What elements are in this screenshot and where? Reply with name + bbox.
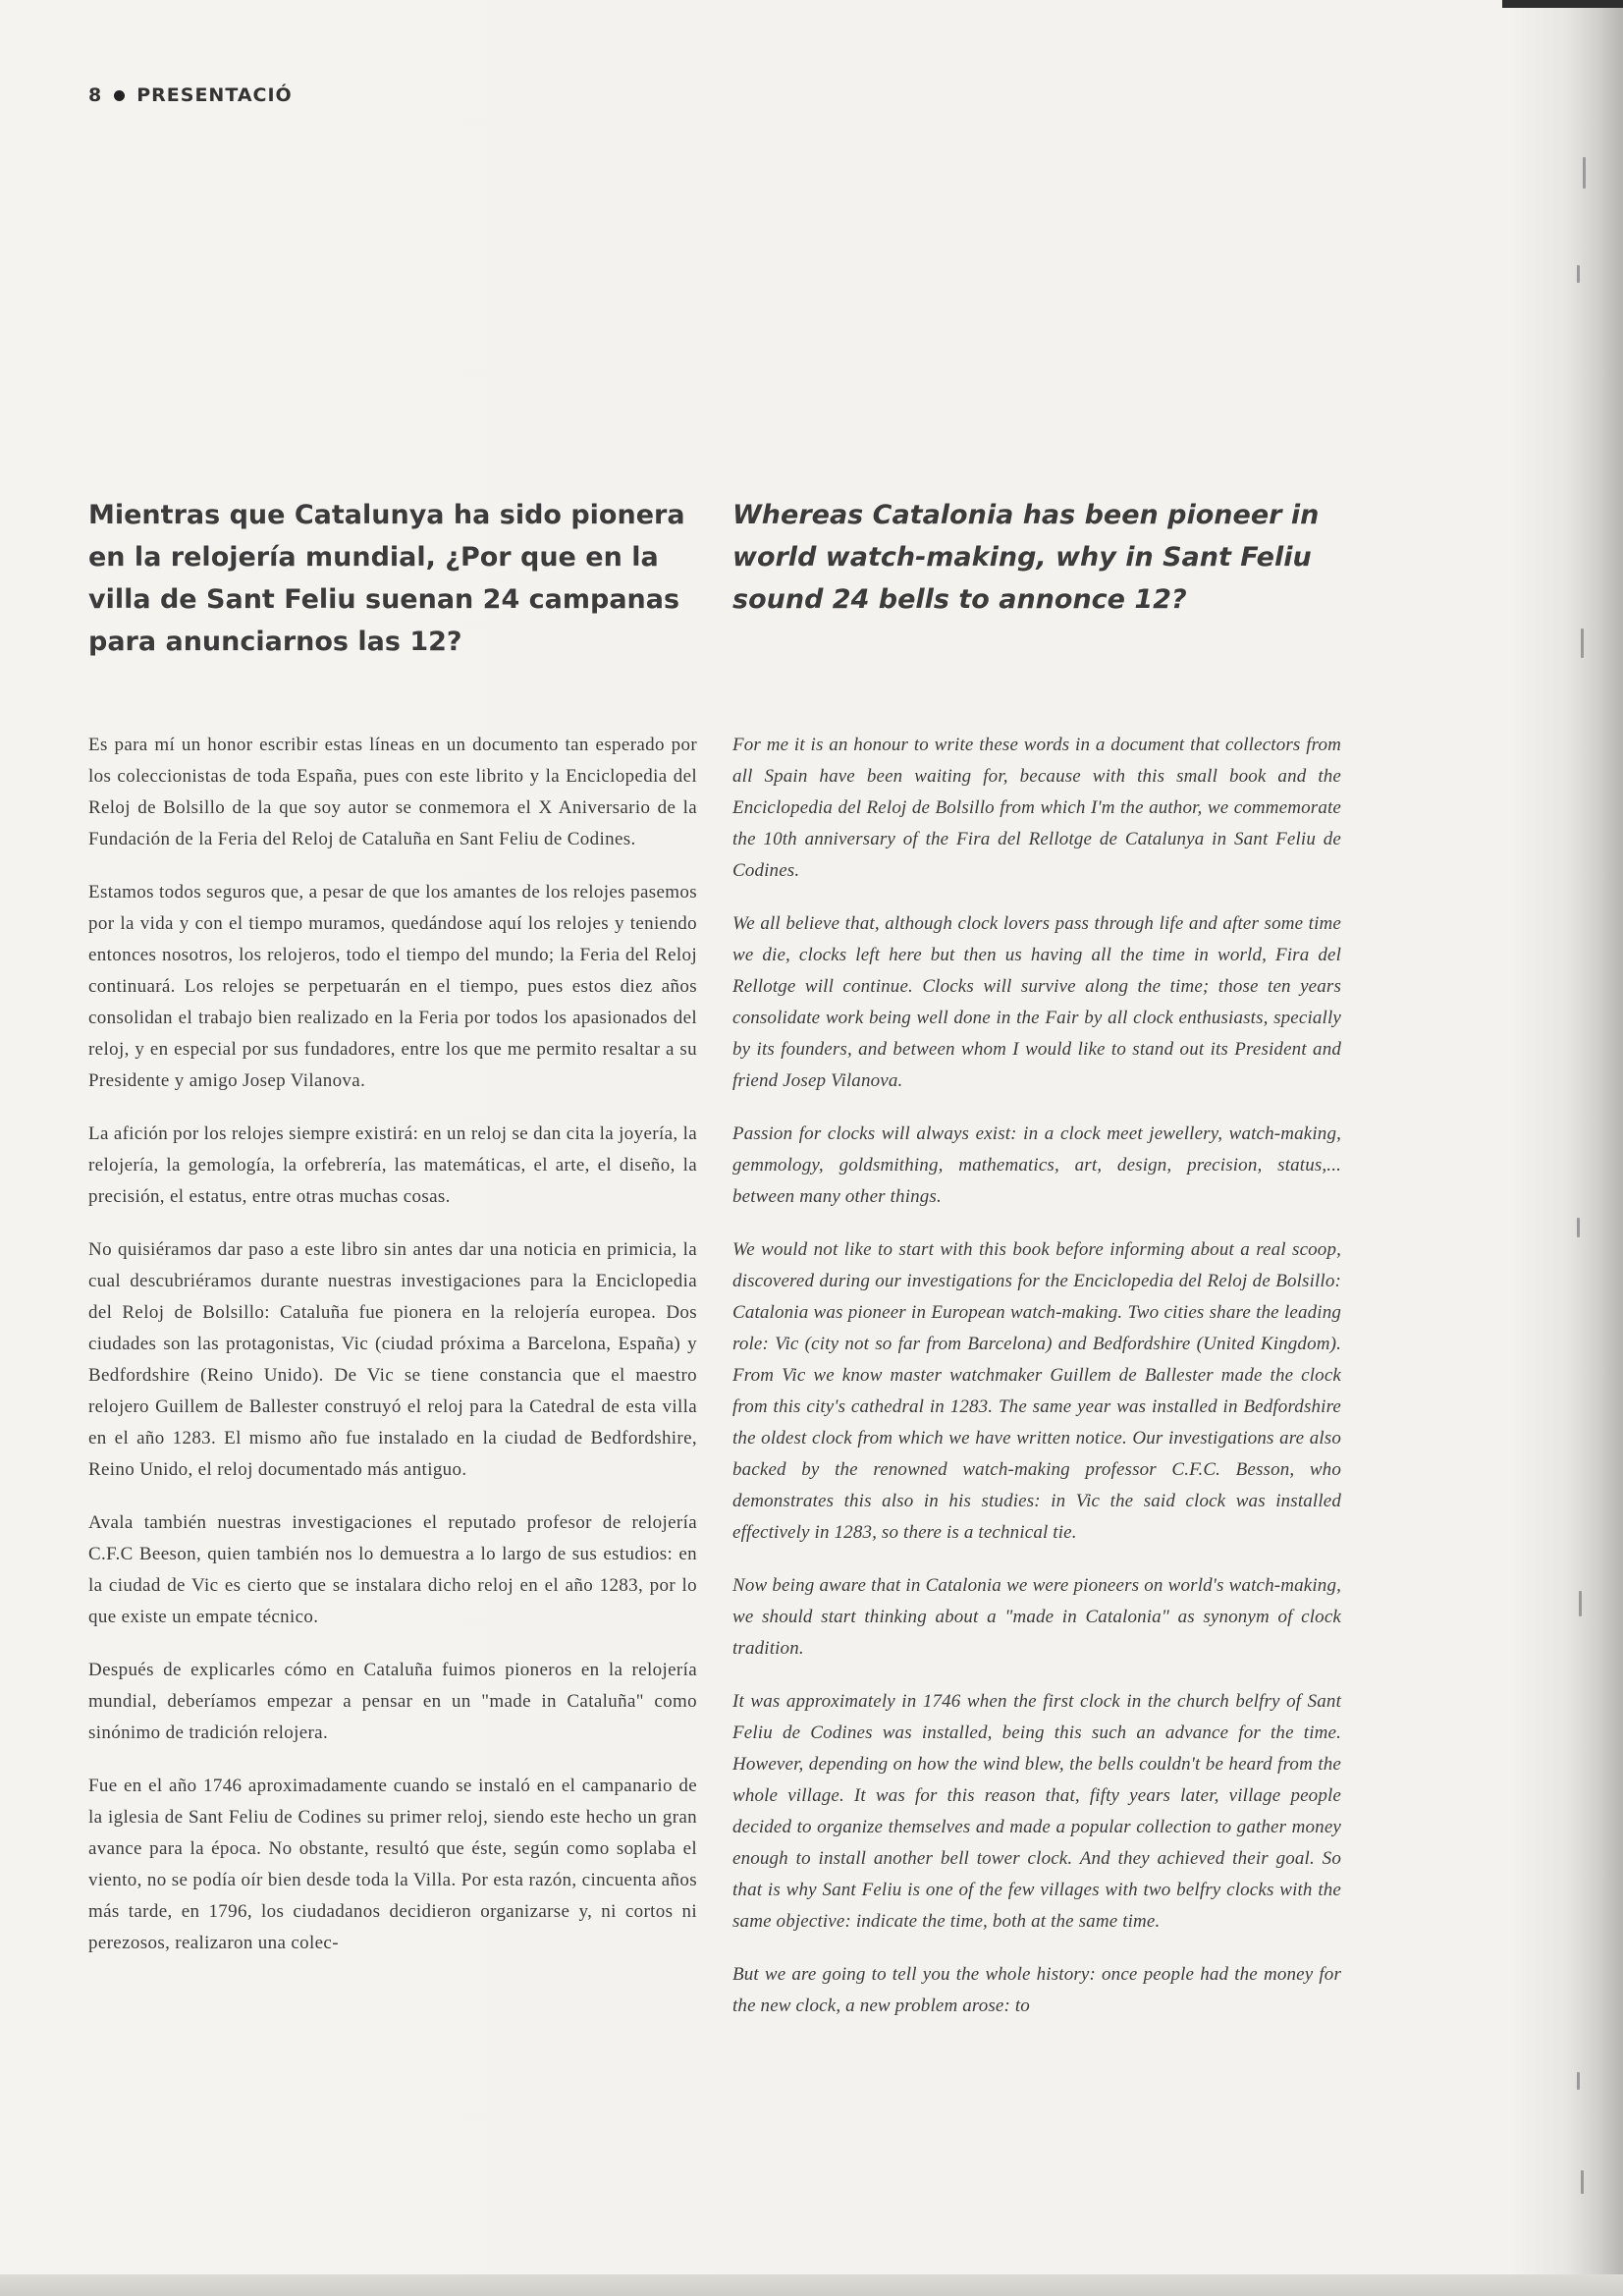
page-top-edge	[1502, 0, 1623, 8]
english-paragraph: Now being aware that in Catalonia we were pioneers on world's watch-making, we should start thinking about a "made in Catalonia" as synonym of clock tradition.	[732, 1575, 1341, 1659]
page-bottom-edge	[0, 2274, 1623, 2296]
margin-mark	[1583, 157, 1586, 189]
spine-shadow	[1564, 0, 1623, 2296]
spanish-paragraph: Fue en el año 1746 aproximadamente cuando se instaló en el campanario de la iglesia de Sant Feliu de Codines su primer reloj, siendo este hecho un gran avance para la época. No obstante, resultó que éste, según como soplaba el viento, no se podía oír bien desde toda la Villa. Por esta razón, cincuenta años más tarde, en 1796, los ciudadanos decidieron organizarse y, ni cortos ni perezosos, realizaron una colec-	[88, 1776, 697, 1953]
spanish-body	[88, 730, 697, 1981]
margin-mark	[1579, 1591, 1582, 1616]
margin-mark	[1577, 265, 1580, 283]
spanish-paragraph: Es para mí un honor escribir estas líneas en un documento tan esperado por los coleccionistas de toda España, pues con este librito y la Enciclopedia del Reloj de Bolsillo de la que soy autor se conmemora el X Aniversario de la Fundación de la Feria del Reloj de Cataluña en Sant Feliu de Codines.	[88, 735, 697, 849]
spanish-paragraph: No quisiéramos dar paso a este libro sin antes dar una noticia en primicia, la cual descubriéramos durante nuestras investigaciones para la Enciclopedia del Reloj de Bolsillo: Cataluña fue pionera en la relojería europea. Dos ciudades son las protagonistas, Vic (ciudad próxima a Barcelona, España) y Bedfordshire (Reino Unido). De Vic se tiene constancia que el maestro relojero Guillem de Ballester construyó el reloj para la Catedral de esta villa en el año 1283. El mismo año fue instalado en la ciudad de Bedfordshire, Reino Unido, el reloj documentado más antiguo.	[88, 1239, 697, 1480]
english-paragraph: We all believe that, although clock lovers pass through life and after some time we die, clocks left here but then us having all the time in world, Fira del Rellotge will continue. Clocks will survive along the time; those ten years consolidate work being well done in the Fair by all clock enthusiasts, specially by its founders, and between whom I would like to stand out its President and friend Josep Vilanova.	[732, 913, 1341, 1091]
english-heading-block	[732, 494, 1341, 621]
margin-mark	[1577, 1218, 1580, 1237]
spanish-heading-block	[88, 494, 697, 663]
spanish-paragraph: Avala también nuestras investigaciones el reputado profesor de relojería C.F.C Beeson, quien también nos lo demuestra a lo largo de sus estudios: en la ciudad de Vic es cierto que se instalara dicho reloj en el año 1283, por lo que existe un empate técnico.	[88, 1512, 697, 1627]
bullet-icon	[114, 90, 125, 101]
english-heading: Whereas Catalonia has been pioneer in world watch-making, why in Sant Feliu sound 24 bells to annonce 12?	[732, 500, 1320, 615]
spanish-heading: Mientras que Catalunya ha sido pionera en la relojería mundial, ¿Por que en la villa de Sant Feliu suenan 24 campanas para anunciarnos las 12?	[88, 500, 685, 657]
running-head	[88, 84, 293, 106]
english-paragraph: We would not like to start with this book before informing about a real scoop, discovered during our investigations for the Enciclopedia del Reloj de Bolsillo: Catalonia was pioneer in European watch-making. Two cities share the leading role: Vic (city not so far from Barcelona) and Bedfordshire (United Kingdom). From Vic we know master watchmaker Guillem de Ballester made the clock from this city's cathedral in 1283. The same year was installed in Bedfordshire the oldest clock from which we have written notice. Our investigations are also backed by the renowned watch-making professor C.F.C. Besson, who demonstrates this also in his studies: in Vic the said clock was installed effectively in 1283, so there is a technical tie.	[732, 1239, 1341, 1543]
section-title: PRESENTACIÓ	[136, 84, 293, 106]
page-number: 8	[88, 84, 103, 106]
margin-mark	[1581, 629, 1584, 658]
margin-mark	[1577, 2072, 1580, 2090]
spanish-paragraph: La afición por los relojes siempre existirá: en un reloj se dan cita la joyería, la relojería, la gemología, la orfebrería, las matemáticas, el arte, el diseño, la precisión, el estatus, entre otras muchas cosas.	[88, 1123, 697, 1207]
english-paragraph: Passion for clocks will always exist: in a clock meet jewellery, watch-making, gemmology, goldsmithing, mathematics, art, design, precision, status,... between many other things.	[732, 1123, 1341, 1207]
english-paragraph: For me it is an honour to write these words in a document that collectors from all Spain have been waiting for, because with this small book and the Enciclopedia del Reloj de Bolsillo from which I'm the author, we commemorate the 10th anniversary of the Fira del Rellotge de Catalunya in Sant Feliu de Codines.	[732, 735, 1341, 881]
spanish-paragraph: Después de explicarles cómo en Cataluña fuimos pioneros en la relojería mundial, deberíamos empezar a pensar en un "made in Cataluña" como sinónimo de tradición relojera.	[88, 1660, 697, 1743]
english-paragraph: But we are going to tell you the whole history: once people had the money for the new clock, a new problem arose: to	[732, 1964, 1341, 2016]
english-paragraph: It was approximately in 1746 when the first clock in the church belfry of Sant Feliu de Codines was installed, being this such an advance for the time. However, depending on how the wind blew, the bells couldn't be heard from the whole village. It was for this reason that, fifty years later, village people decided to organize themselves and made a popular collection to gather money enough to install another bell tower clock. And they achieved their goal. So that is why Sant Feliu is one of the few villages with two belfry clocks with the same objective: indicate the time, both at the same time.	[732, 1691, 1341, 1932]
english-body	[732, 730, 1341, 2044]
spanish-paragraph: Estamos todos seguros que, a pesar de que los amantes de los relojes pasemos por la vida y con el tiempo muramos, quedándose aquí los relojes y teniendo entonces nosotros, los relojeros, todo el tiempo del mundo; la Feria del Reloj continuará. Los relojes se perpetuarán en el tiempo, pues estos diez años consolidan el trabajo bien realizado en la Feria por todos los apasionados del reloj, y en especial por sus fundadores, entre los que me permito resaltar a su Presidente y amigo Josep Vilanova.	[88, 882, 697, 1091]
margin-mark	[1581, 2170, 1584, 2194]
